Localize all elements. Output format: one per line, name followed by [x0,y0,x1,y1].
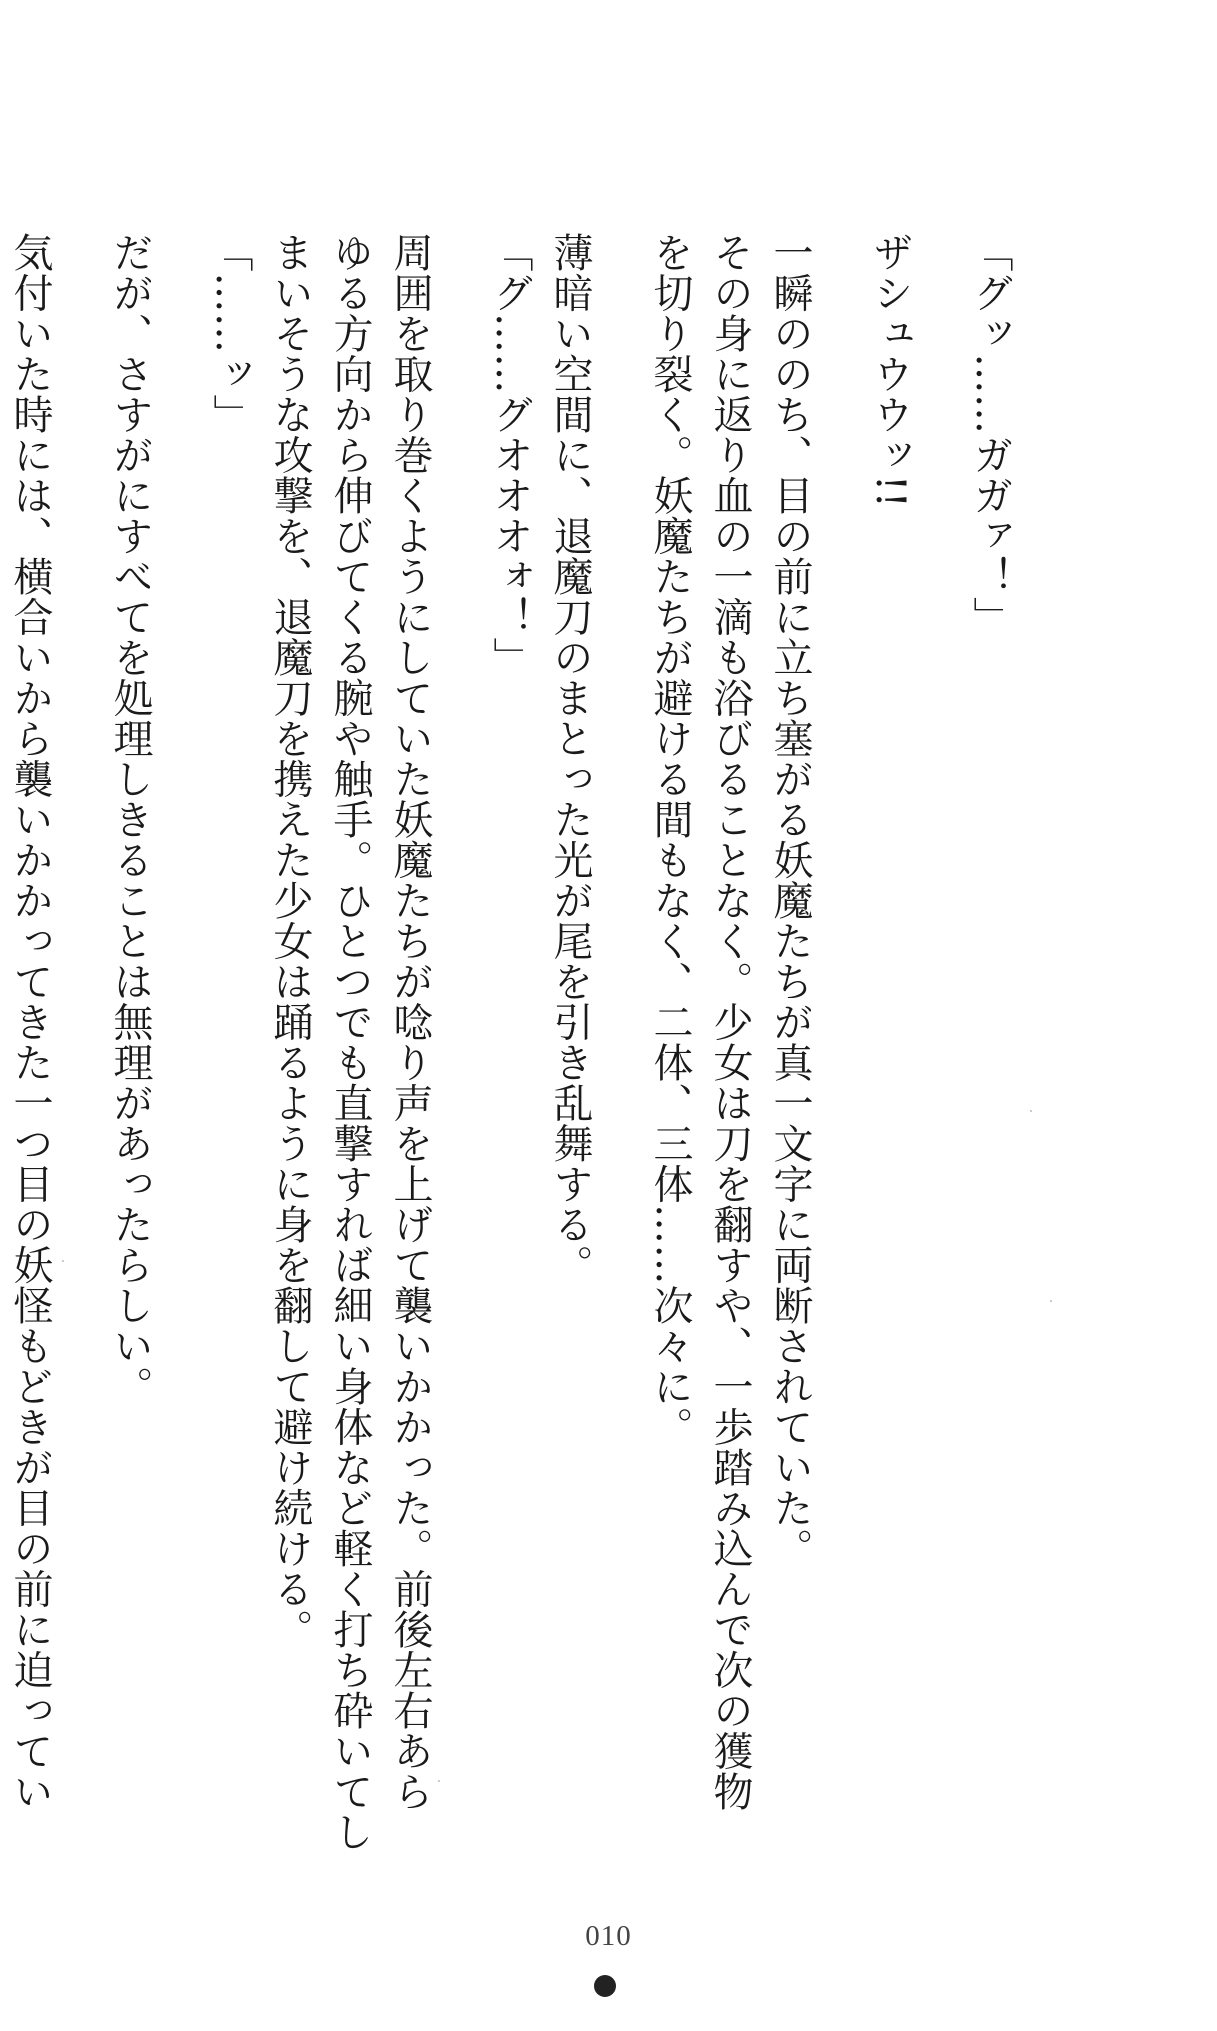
scan-speck [1030,1110,1032,1112]
scan-speck [1050,1300,1052,1302]
text-line: 周囲を取り巻くようにしていた妖魔たちが唸り声を上げて襲いかかった。前後左右あら [387,232,433,1812]
page-number: 010 [585,1920,632,1952]
scan-speck [438,1780,440,1782]
page-marker-dot [594,1975,616,1997]
text-line: ザシュウウッ!! [867,232,913,509]
text-line: 「グッ……ガガァ！」 [967,232,1013,637]
scan-speck [62,1260,64,1262]
text-line: 薄暗い空間に、退魔刀のまとった光が尾を引き乱舞する。 [547,232,593,1285]
text-line: その身に返り血の一滴も浴びることなく。少女は刀を翻すや、一歩踏み込んで次の獲物 [707,232,753,1812]
text-line: だが、さすがにすべてを処理しきることは無理があったらしい。 [107,232,153,1407]
text-line: 一瞬ののち、目の前に立ち塞がる妖魔たちが真一文字に両断されていた。 [767,232,813,1569]
text-line: 「……ッ」 [207,232,253,435]
text-line: ゆる方向から伸びてくる腕や触手。ひとつでも直撃すれば細い身体など軽く打ち砕いてし [327,232,373,1852]
text-line: まいそうな攻撃を、退魔刀を携えた少女は踊るように身を翻して避け続ける。 [267,232,313,1650]
body-text [7,232,1020,1852]
text-line: 「グ……グオオオォ！」 [487,232,533,678]
text-line: 気付いた時には、横合いから襲いかかってきた一つ目の妖怪もどきが目の前に迫ってい [7,232,53,1812]
text-line: を切り裂く。妖魔たちが避ける間もなく、二体、三体……次々に。 [647,232,693,1447]
